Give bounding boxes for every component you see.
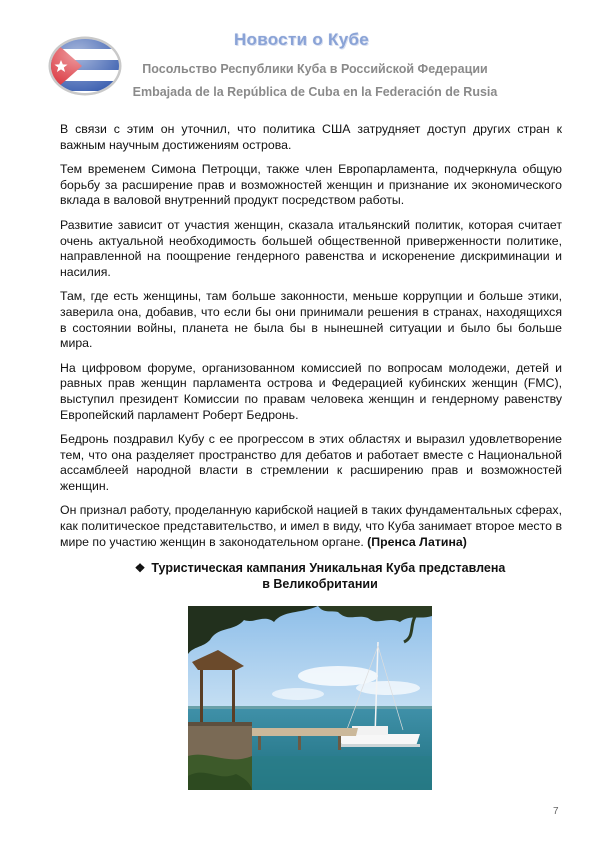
paragraph: Тем временем Симона Петроцци, также член Европарламента, подчеркнула общую борьбу за расширение прав и возможностей женщин и признание их экономического вклада в валовой внутренний продукт посредством работы.	[60, 162, 562, 208]
paragraph-last-text: Он признал работу, проделанную карибской нацией в таких фундаментальных сферах, как политическое представительство, и имел в виду, что Куба занимает второе место в мире по участию женщин в законодательном органе.	[60, 503, 562, 549]
embassy-name-spanish: Embajada de la República de Cuba en la Federación de Rusia	[132, 85, 498, 99]
page-number: 7	[553, 806, 559, 817]
source-credit: (Пренса Латина)	[367, 534, 467, 549]
section-heading	[130, 560, 510, 592]
paragraph: В связи с этим он уточнил, что политика США затрудняет доступ других стран к важным научным достижениям острова.	[60, 122, 562, 152]
section-heading-text: Туристическая кампания Уникальная Куба представлена в Великобритании	[151, 561, 506, 591]
paragraph: Развитие зависит от участия женщин, сказала итальянский политик, которая считает очень актуальной необходимость большей общественной приверженности политике, направленной на поощрение гендерного равенства и искоренение дискриминации и насилия.	[60, 217, 562, 279]
page-header	[0, 0, 603, 110]
news-title: Новости о Кубе	[233, 30, 370, 49]
paragraph: На цифровом форуме, организованном комиссией по вопросам молодежи, детей и равных прав женщин парламента острова и Федерацией кубинских женщин (FMC), выступил президент Комиссии по правам человека женщин и гендерному равенству Европейский парламент Роберт Бедронь.	[60, 360, 562, 422]
embassy-name-russian: Посольство Республики Куба в Российской Федерации	[142, 62, 488, 76]
beach-photo	[188, 606, 432, 790]
paragraph: Там, где есть женщины, там больше законности, меньше коррупции и больше этики, заверила она, добавив, что если бы они принимали решения в странах, находящихся в состоянии войны, планета не была бы в нынешней ситуации и было бы больше мира.	[60, 289, 562, 351]
article-body	[60, 122, 562, 559]
paragraph: Бедронь поздравил Кубу с ее прогрессом в этих областях и выразил удовлетворение тем, что она разделяет пространство для дебатов и работает вместе с Национальной ассамблеей народной власти в стремлении к расширению прав и возможностей женщин.	[60, 432, 562, 493]
paragraph-last	[60, 503, 562, 550]
diamond-bullet-icon: ❖	[134, 561, 146, 575]
